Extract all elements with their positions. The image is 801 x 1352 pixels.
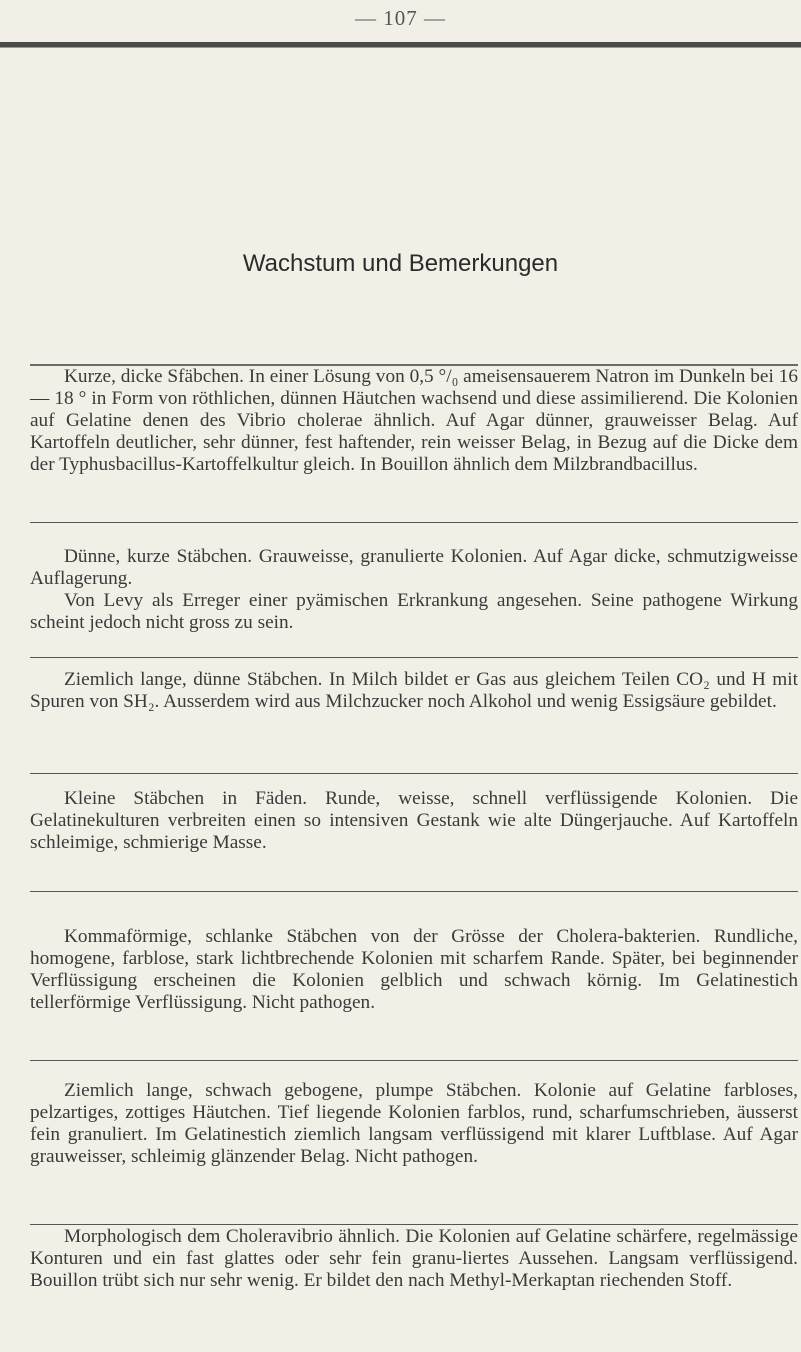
entry-1 [30, 366, 798, 476]
entry-divider [30, 891, 798, 892]
entry-7 [30, 1226, 798, 1292]
entry-paragraph: Dünne, kurze Stäbchen. Grauweisse, granulierte Kolonien. Auf Agar dicke, schmutzigweisse Auflagerung. [30, 546, 798, 589]
entry-divider [30, 1224, 798, 1225]
entry-paragraph: Morphologisch dem Choleravibrio ähnlich. Die Kolonien auf Gelatine schärfere, regelmässige Konturen und ein fast glattes oder sehr fein granu-liertes Aussehen. Langsam verflüssigend. Bouillon trübt sich nur sehr wenig. Er bildet den nach Methyl-Merkaptan riechenden Stoff. [30, 1226, 798, 1291]
section-title: Wachstum und Bemerkungen [242, 250, 559, 277]
entry-divider [30, 773, 798, 774]
entry-5 [30, 926, 798, 1014]
entry-paragraph: Kurze, dicke Sfäbchen. In einer Lösung von 0,5 °/₀ ameisensauerem Natron im Dunkeln bei 16 — 18 ° in Form von röthlichen, dünnen Häutchen wachsend und diese assimilierend. Die Kolonien auf Gelatine denen des Vibrio cholerae ähnlich. Auf Agar dünner, grauweisser Belag. Auf Kartoffeln deutlicher, sehr dünner, fest haftender, rein weisser Belag, in Bezug auf die Dicke dem der Typhusbacillus-Kartoffelkultur gleich. In Bouillon ähnlich dem Milzbrandbacillus. [30, 366, 798, 475]
entry-paragraph: Ziemlich lange, dünne Stäbchen. In Milch bildet er Gas aus gleichem Teilen CO₂ und H mit Spuren von SH₂. Ausserdem wird aus Milchzucker noch Alkohol und wenig Essigsäure gebildet. [30, 669, 798, 712]
entry-paragraph: Kommaförmige, schlanke Stäbchen von der Grösse der Cholera-bakterien. Rundliche, homogene, farblose, stark lichtbrechende Kolonien mit scharfem Rande. Später, bei beginnender Verflüssigung erscheinen die Kolonien gelblich und schwach körnig. Im Gelatinestich tellerförmige Verflüssigung. Nicht pathogen. [30, 926, 798, 1013]
entry-divider [30, 657, 798, 658]
entry-paragraph: Ziemlich lange, schwach gebogene, plumpe Stäbchen. Kolonie auf Gelatine farbloses, pelzartiges, zottiges Häutchen. Tief liegende Kolonien farblos, rund, scharfumschrieben, äusserst fein granuliert. Im Gelatinestich ziemlich langsam verflüssigend mit klarer Luftblase. Auf Agar grauweisser, schleimig glänzender Belag. Nicht pathogen. [30, 1080, 798, 1167]
entry-paragraph: Von Levy als Erreger einer pyämischen Erkrankung angesehen. Seine pathogene Wirkung scheint jedoch nicht gross zu sein. [30, 590, 798, 633]
page-number: — 107 — [355, 6, 446, 30]
entry-paragraph: Kleine Stäbchen in Fäden. Runde, weisse, schnell verflüssigende Kolonien. Die Gelatinekulturen verbreiten einen so intensiven Gestank wie alte Düngerjauche. Auf Kartoffeln schleimige, schmierige Masse. [30, 788, 798, 853]
top-rule [0, 42, 801, 48]
entry-divider [30, 1060, 798, 1061]
entry-4 [30, 788, 798, 854]
entry-divider [30, 522, 798, 523]
entry-6 [30, 1080, 798, 1168]
entry-3 [30, 669, 798, 713]
entry-2 [30, 546, 798, 634]
